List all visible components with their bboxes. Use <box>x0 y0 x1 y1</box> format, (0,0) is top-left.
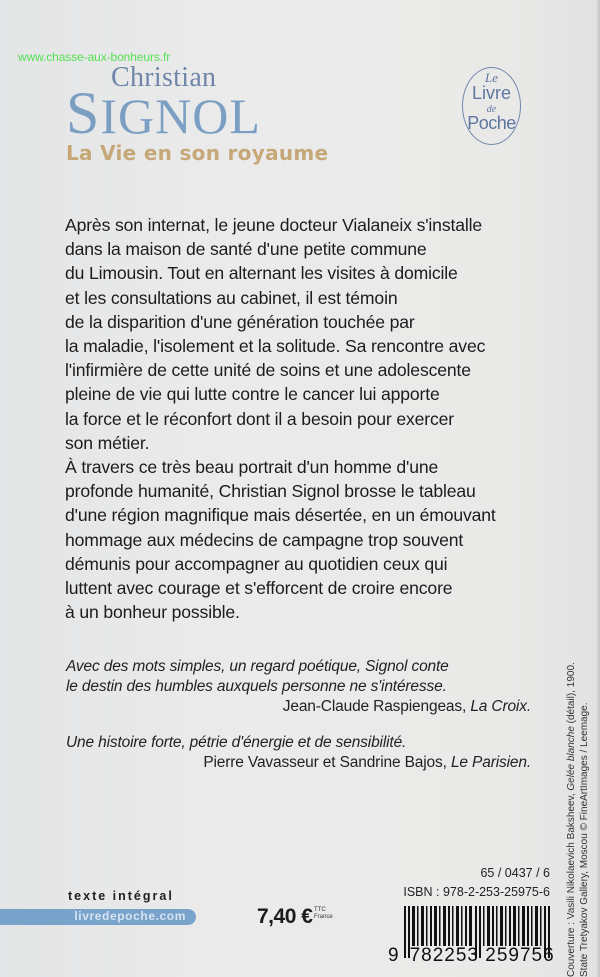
texte-integral-label: texte intégral <box>68 889 174 903</box>
price: 7,40 € <box>257 905 313 928</box>
price-note-ttc: TTC <box>314 907 326 913</box>
quote-source: Le Parisien. <box>450 754 531 771</box>
book-title: La Vie en son royaume <box>66 141 329 165</box>
summary-line: et les consultations au cabinet, il est témoin <box>65 287 398 308</box>
quote-attribution <box>66 697 531 717</box>
author-last-initial: S <box>66 80 101 146</box>
price-note <box>314 907 338 921</box>
quote-line: le destin des humbles auxquels personne ne s'intéresse. <box>66 678 447 695</box>
summary-line: de la disparition d'une génération touchée par <box>65 311 415 332</box>
quote-author: Pierre Vavasseur et Sandrine Bajos, <box>203 754 451 771</box>
summary-line: hommage aux médecins de campagne trop souvent <box>65 529 464 550</box>
credits-line-2: State Tretyakov Gallery, Moscou © FineArtImages / Leemage. <box>579 702 590 977</box>
barcode-first-digit: 9 <box>388 945 400 966</box>
barcode-group-2: 259756 <box>485 945 555 966</box>
quote-line: Une histoire forte, pétrie d'énergie et de sensibilité. <box>66 734 407 751</box>
credits-artist: Couverture : Vasili Nikolaevich Baksheev, <box>566 790 577 977</box>
summary-line: démunis pour accompagner au quotidien ceux qui <box>65 553 448 574</box>
cover-credits <box>565 557 591 977</box>
isbn: ISBN : 978-2-253-25975-6 <box>403 885 550 899</box>
logo-le: Le <box>485 70 498 85</box>
quote-attribution <box>66 753 531 773</box>
book-summary <box>65 213 565 624</box>
logo-livre: Livre <box>471 83 511 103</box>
summary-line: profonde humanité, Christian Signol brosse le tableau <box>65 481 476 502</box>
quote-line: Avec des mots simples, un regard poétique, Signol conte <box>66 658 449 675</box>
summary-line: son métier. <box>65 432 150 453</box>
summary-line: l'infirmière de cette unité de soins et une adolescente <box>65 360 471 381</box>
watermark-url[interactable]: www.chasse-aux-bonheurs.fr <box>18 50 171 64</box>
summary-line: pleine de vie qui lutte contre le cancer lui apporte <box>65 384 440 405</box>
summary-line: À travers ce très beau portrait d'un homme d'une <box>65 457 439 478</box>
reference-number: 65 / 0437 / 6 <box>480 866 550 880</box>
author-first-name: Christian <box>111 62 217 93</box>
summary-line: dans la maison de santé d'une petite commune <box>65 239 427 260</box>
barcode-number <box>388 945 555 967</box>
website-link[interactable]: livredepoche.com <box>74 909 186 923</box>
summary-line: Après son internat, le jeune docteur Vialaneix s'installe <box>65 215 482 235</box>
summary-line: d'une région magnifique mais désertée, en un émouvant <box>65 505 496 526</box>
summary-line: la maladie, l'isolement et la solitude. Sa rencontre avec <box>65 336 486 357</box>
credits-line-1 <box>565 557 578 977</box>
summary-line: luttent avec courage et s'efforcent de croire encore <box>65 578 453 599</box>
logo-de: de <box>486 104 497 115</box>
quote-source: La Croix. <box>470 698 531 715</box>
livre-de-poche-logo <box>462 67 521 145</box>
author-last-rest: IGNOL <box>100 88 261 144</box>
summary-line: à un bonheur possible. <box>65 602 240 623</box>
quote-author: Jean-Claude Raspiengeas, <box>282 698 471 715</box>
press-quote-le-parisien <box>66 733 531 773</box>
barcode-group-1: 782253 <box>409 945 479 966</box>
logo-poche: Poche <box>467 113 516 133</box>
website-banner[interactable] <box>0 909 196 925</box>
summary-line: la force et le réconfort dont il a besoin pour exercer <box>65 408 454 429</box>
credits-detail: (détail), 1900. <box>566 662 577 727</box>
price-note-france: France <box>314 914 333 920</box>
credits-artwork: Gelée blanche <box>566 726 577 791</box>
author-last-name <box>66 80 261 146</box>
press-quote-la-croix <box>66 657 531 717</box>
summary-line: du Limousin. Tout en alternant les visites à domicile <box>65 263 458 284</box>
